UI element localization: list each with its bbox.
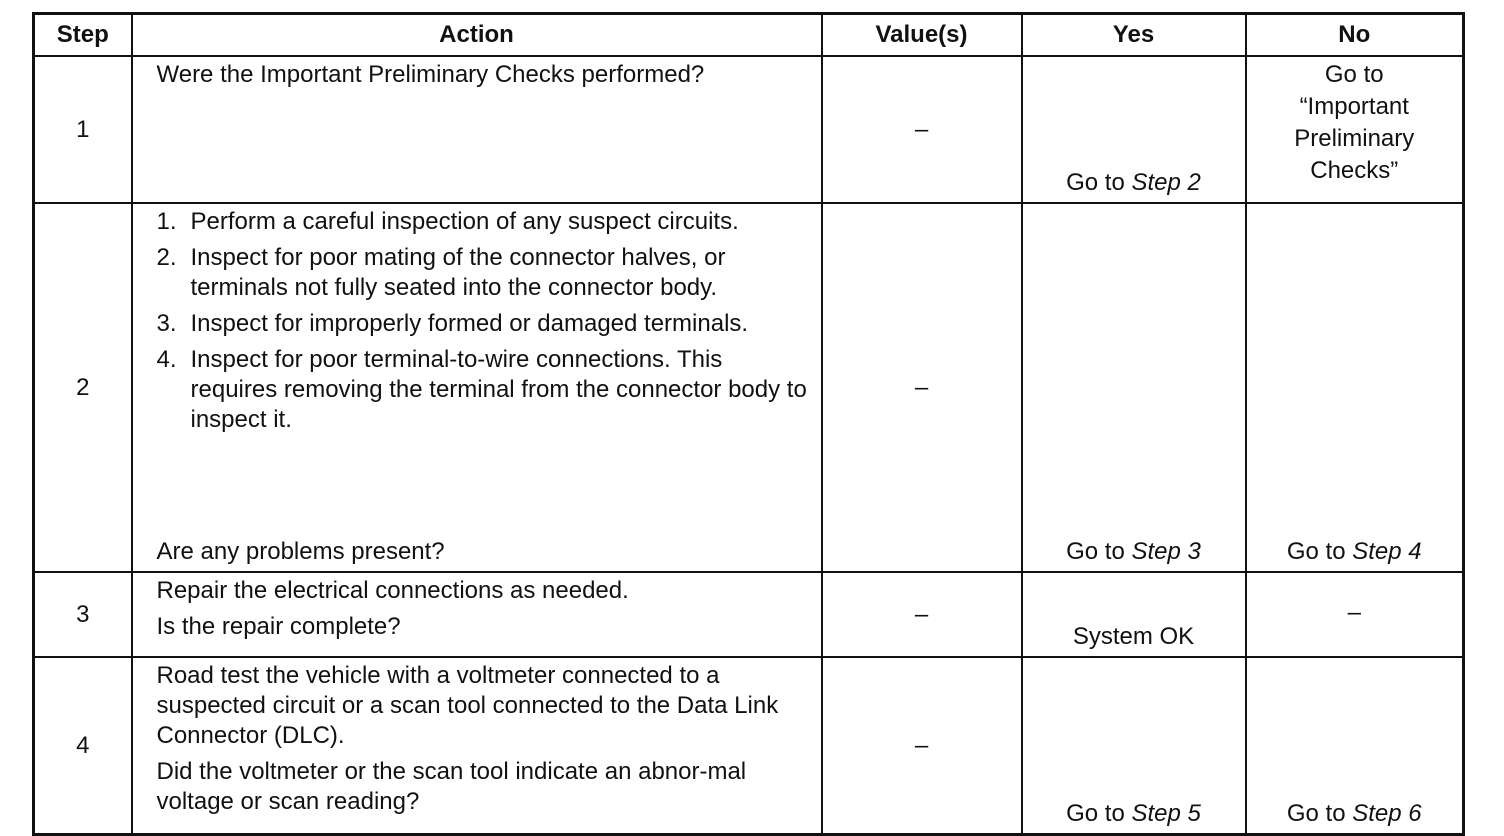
goto-step-link: Step 5 xyxy=(1131,800,1201,827)
action-instruction: Repair the electrical connections as needed. xyxy=(156,577,629,604)
goto-step-link: Step 6 xyxy=(1352,800,1422,827)
no-line: Go to xyxy=(1324,61,1384,88)
value-cell: – xyxy=(822,572,1022,657)
list-text: Inspect for poor mating of the connector halves, or terminals not fully seated into the connector body. xyxy=(190,244,726,301)
header-step: Step xyxy=(34,14,132,57)
list-item xyxy=(157,345,813,435)
no-cell xyxy=(1246,56,1464,203)
action-cell xyxy=(132,203,822,572)
list-text: Inspect for poor terminal-to-wire connections. This requires removing the terminal from the connector body to inspect it. xyxy=(190,346,807,433)
no-line: Preliminary xyxy=(1294,125,1415,152)
goto-prefix: Go to xyxy=(1286,538,1353,565)
action-cell xyxy=(132,56,822,203)
action-question: Is the repair complete? xyxy=(156,613,401,640)
goto-prefix: Go to xyxy=(1066,538,1132,565)
no-cell xyxy=(1246,203,1464,572)
list-number: 1. xyxy=(156,208,177,235)
goto-step-link: Step 4 xyxy=(1352,538,1422,565)
goto-step-link: Step 3 xyxy=(1131,538,1201,565)
yes-cell xyxy=(1022,203,1246,572)
action-question: Did the voltmeter or the scan tool indicate an abnor-mal voltage or scan reading? xyxy=(156,758,747,815)
action-question: Are any problems present? xyxy=(156,538,445,565)
yes-cell xyxy=(1022,657,1246,835)
step-number: 2 xyxy=(34,203,132,572)
header-values: Value(s) xyxy=(822,14,1022,57)
list-number: 3. xyxy=(156,310,177,337)
no-cell: – xyxy=(1246,572,1464,657)
yes-cell xyxy=(1022,56,1246,203)
action-cell xyxy=(132,572,822,657)
no-line: “Important xyxy=(1299,93,1409,120)
header-yes: Yes xyxy=(1022,14,1246,57)
diagnostic-table xyxy=(32,12,1465,836)
no-cell xyxy=(1246,657,1464,835)
table-row xyxy=(34,203,1464,572)
inspection-list xyxy=(157,207,813,441)
yes-cell: System OK xyxy=(1022,572,1246,657)
list-number: 2. xyxy=(156,244,177,271)
header-action: Action xyxy=(132,14,822,57)
value-cell: – xyxy=(822,56,1022,203)
value-cell: – xyxy=(822,657,1022,835)
list-text: Perform a careful inspection of any suspect circuits. xyxy=(190,208,739,235)
step-number: 4 xyxy=(34,657,132,835)
list-item xyxy=(157,207,813,237)
action-cell xyxy=(132,657,822,835)
header-row xyxy=(34,14,1464,57)
table-row xyxy=(34,572,1464,657)
action-instruction: Road test the vehicle with a voltmeter connected to a suspected circuit or a scan tool connected to the Data Link Connector (DLC). xyxy=(156,662,779,749)
list-item xyxy=(157,243,813,303)
no-line: Checks” xyxy=(1310,157,1399,184)
action-question: Were the Important Preliminary Checks performed? xyxy=(156,61,705,88)
goto-prefix: Go to xyxy=(1286,800,1353,827)
table-row xyxy=(34,657,1464,835)
step-number: 3 xyxy=(34,572,132,657)
header-no: No xyxy=(1246,14,1464,57)
value-cell: – xyxy=(822,203,1022,572)
step-number: 1 xyxy=(34,56,132,203)
list-number: 4. xyxy=(156,346,177,373)
list-item xyxy=(157,309,813,339)
goto-prefix: Go to xyxy=(1066,169,1132,196)
goto-step-link: Step 2 xyxy=(1131,169,1201,196)
goto-prefix: Go to xyxy=(1066,800,1132,827)
list-text: Inspect for improperly formed or damaged terminals. xyxy=(190,310,749,337)
table-row xyxy=(34,56,1464,203)
